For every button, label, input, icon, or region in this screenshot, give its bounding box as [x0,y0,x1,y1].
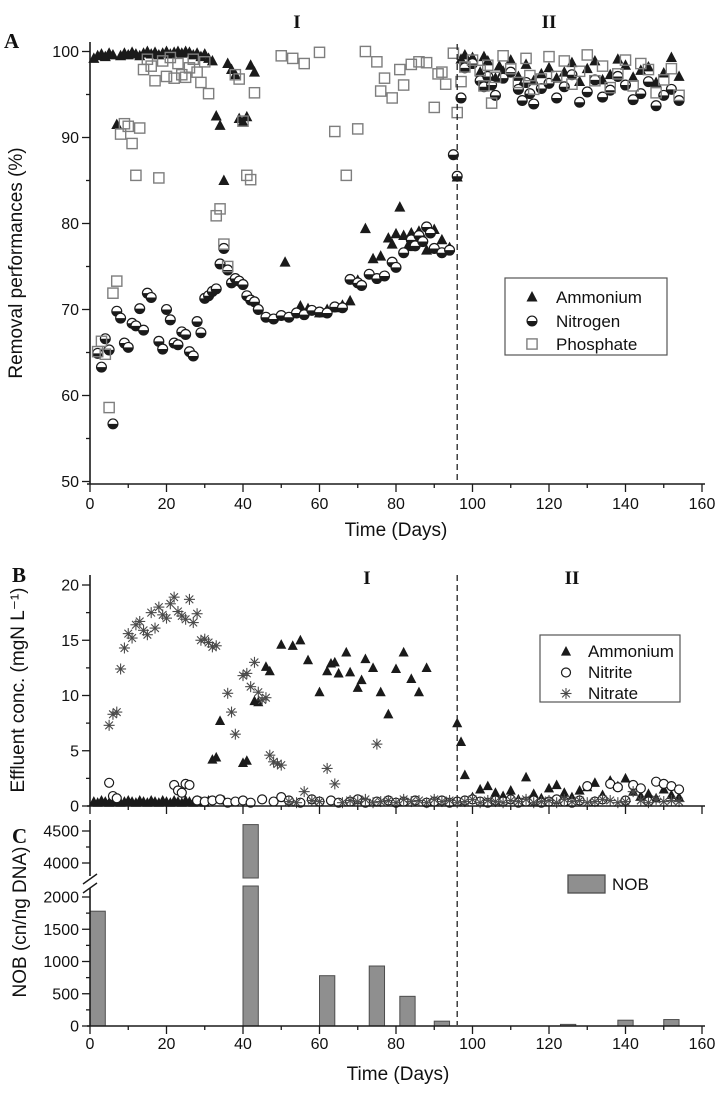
tick-label: 80 [61,216,79,233]
panel-a-phase-2-label: II [541,12,557,33]
tick-label: 100 [52,44,79,61]
ammonium-point [218,175,229,185]
tick-label: 100 [459,496,486,513]
nitrite-point [185,781,194,790]
phosphate-point [441,79,451,89]
tick-label: 80 [387,496,405,513]
phosphate-point [135,123,145,133]
phosphate-point [108,288,118,298]
tick-label: 1500 [43,921,79,939]
phosphate-point [215,204,225,214]
nob-bar [618,1020,633,1026]
phosphate-point [527,339,537,349]
tick-label: 5 [70,743,79,761]
tick-label: 140 [612,496,639,513]
phosphate-point [146,61,156,71]
tick-label: 1000 [43,954,79,971]
ammonium-point [391,663,401,673]
ammonium-point [521,772,531,782]
panel-a-x-axis-title: Time (Days) [344,520,448,541]
tick-label: 40 [234,1036,252,1053]
tick-label: 20 [157,1036,176,1053]
phosphate-point [276,51,286,61]
legend-c-label-nob: NOB [612,875,649,894]
tick-label: 0 [85,496,95,513]
tick-label: 15 [61,632,79,650]
ammonium-point [666,52,677,62]
tick-label: 0 [70,1018,79,1036]
ammonium-point [368,662,378,672]
nob-bar [243,825,258,878]
ammonium-point [357,675,367,685]
ammonium-point [111,119,122,129]
ammonium-point [414,687,424,697]
ammonium-point [383,709,393,719]
tick-label: 4000 [43,855,79,873]
ammonium-point [394,201,405,211]
phosphate-point [395,64,405,74]
ammonium-point [334,668,344,678]
phosphate-point [330,126,340,136]
nitrite-point [105,778,114,787]
panel-c-x-axis-title: Time (Days) [346,1064,450,1085]
ammonium-point [314,687,324,697]
phosphate-point [399,80,409,90]
ammonium-point [215,715,225,725]
nob-bar [243,886,258,1026]
ammonium-point [295,635,305,645]
phosphate-point [376,86,386,96]
axes [43,42,715,1053]
legend-b-label-nitrate: Nitrate [588,684,639,703]
ammonium-point [280,256,291,266]
tick-label: 60 [310,1036,329,1053]
tick-label: 20 [157,496,176,513]
nob-legend-swatch [568,875,605,893]
ammonium-point [561,646,571,656]
tick-label: 2000 [43,889,79,907]
ammonium-point [422,662,432,672]
ammonium-point [483,781,493,791]
phosphate-point [249,88,259,98]
ammonium-point [375,250,386,260]
tick-label: 0 [85,1036,95,1053]
phosphate-point [429,102,439,112]
phosphate-point [406,59,416,69]
tick-label: 100 [459,1036,486,1053]
tick-label: 500 [52,986,79,1004]
ammonium-point [360,654,370,664]
nitrite-point [562,668,571,677]
phosphate-point [138,64,148,74]
tick-label: 60 [61,388,79,405]
phosphate-point [666,64,676,74]
tick-label: 80 [387,1036,405,1053]
legend-b-label-nitrite: Nitrite [588,663,633,682]
tick-label: 90 [61,130,79,147]
tick-label: 20 [61,577,79,595]
phosphate-point [173,58,183,68]
tick-label: 120 [535,1036,563,1053]
phosphate-point [112,276,122,286]
panel-b-letter: B [12,563,27,587]
panel-c-y-axis-title: NOB (cn/ng DNA) [10,846,31,998]
nob-bar [90,911,105,1026]
phosphate-point [181,72,191,82]
nob-bar [400,996,415,1026]
legend-a-label-phosphate: Phosphate [556,335,638,354]
tick-label: 60 [310,496,329,513]
phosphate-point [582,50,592,60]
phosphate-point [498,51,508,61]
nitrite-point [258,795,267,804]
tick-label: 160 [688,1036,716,1053]
phosphate-point [299,58,309,68]
phosphate-point [372,57,382,67]
phosphate-point [314,47,324,57]
ammonium-point [341,647,351,657]
ammonium-point [674,70,685,80]
panel-a-y-axis-title: Removal performances (%) [6,147,27,379]
ammonium-point [345,667,355,677]
ammonium-point [276,639,286,649]
panel-a-phase-1-label: I [293,12,301,33]
tick-label: 50 [61,474,79,491]
ammonium-point [211,110,222,120]
ammonium-point [303,655,313,665]
phosphate-point [196,77,206,87]
panel-b-y-axis-title: Effluent conc. (mgN L⁻¹) [8,587,29,793]
legend-b-label-ammonium: Ammonium [588,642,674,661]
nitrite-point [583,782,592,791]
tick-label: 0 [70,798,79,816]
phosphate-point [192,67,202,77]
tick-label: 10 [61,688,79,705]
phosphate-point [104,402,114,412]
nitrite-point [177,788,186,797]
phosphate-point [379,73,389,83]
legend-a-label-ammonium: Ammonium [556,288,642,307]
phosphate-point [123,121,133,131]
phosphate-point [242,170,252,180]
phosphate-point [353,124,363,134]
ammonium-point [620,773,630,783]
legend-a-label-nitrogen: Nitrogen [556,312,621,331]
ammonium-point [399,647,409,657]
panel-a-letter: A [4,29,20,53]
phosphate-point [131,170,141,180]
panel-c-bars [90,825,679,1026]
ammonium-point [460,770,470,780]
ammonium-point [360,223,371,233]
phosphate-point [387,93,397,103]
tick-label: 160 [688,496,716,513]
ammonium-point [376,687,386,697]
nob-bar [369,966,384,1026]
phosphate-point [341,170,351,180]
ammonium-point [288,640,298,650]
panel-a-points [88,46,684,429]
phosphate-point [211,211,221,221]
ammonium-point [643,61,654,71]
nitrite-point [613,783,622,792]
panel-b-phase-2-label: II [564,568,580,589]
ammonium-point [436,234,447,244]
ammonium-point [506,785,516,795]
ammonium-point [406,673,416,683]
nob-bar [664,1020,679,1026]
ammonium-point [526,291,537,301]
tick-label: 40 [234,496,252,513]
ammonium-point [658,67,669,77]
tick-label: 4500 [43,823,79,841]
ammonium-point [552,780,562,790]
ammonium-point [390,228,401,238]
phosphate-point [544,52,554,62]
phosphate-point [203,89,213,99]
phosphate-point [246,175,256,185]
phosphate-point [150,76,160,86]
nitrite-point [675,785,684,794]
phosphate-point [127,138,137,148]
nitrite-point [112,794,121,803]
tick-label: 120 [535,496,563,513]
panel-b-phase-1-label: I [363,568,371,589]
phosphate-point [154,173,164,183]
phosphate-point [177,70,187,80]
nob-bar [320,976,335,1026]
panel-c-letter: C [12,824,28,848]
phosphate-point [288,53,298,63]
ammonium-point [215,119,226,129]
tick-label: 70 [61,302,79,319]
tick-label: 140 [612,1036,639,1053]
phosphate-point [360,46,370,56]
phosphate-point [597,61,607,71]
phosphate-point [116,129,126,139]
